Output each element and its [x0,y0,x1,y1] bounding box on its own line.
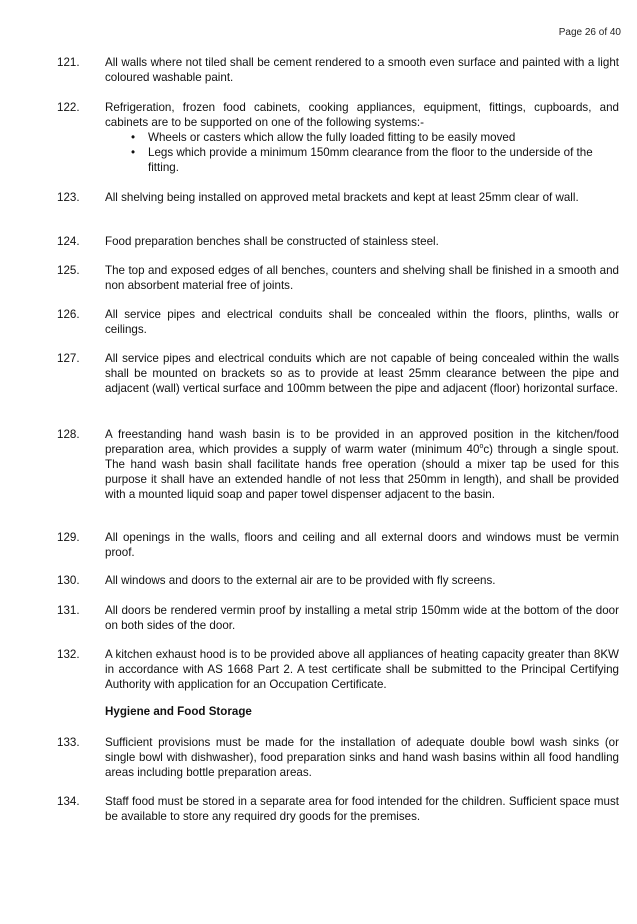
clause-number: 133. [57,736,80,749]
clause-text: A freestanding hand wash basin is to be provided in an approved position in the kitchen/food preparation area, which provides a supply of warm water (minimum 40$^o$c) through a single spout. The hand wash basin shall facilitate hands free operation (should a mixer tap be used for this purpose it shall have an extended handle of not less that 250mm in length), and shall be provided with a mounted liquid soap and paper towel dispenser adjacent to the basin. [105,428,620,501]
clause-text: All openings in the walls, floors and ceiling and all external doors and windows must be vermin proof. [105,531,619,559]
clause-125 [57,263,619,293]
clause-text: Staff food must be stored in a separate area for food intended for the children. Sufficient space must be available to store any required dry goods for the premises. [105,795,619,823]
clause-number: 125. [57,264,80,277]
section-heading: Hygiene and Food Storage [105,705,252,718]
clause-number: 127. [57,352,80,365]
clause-text: All windows and doors to the external air are to be provided with fly screens. [105,574,496,587]
clause-number: 128. [57,428,80,441]
bullet-item: • Legs which provide a minimum 150mm clearance from the floor to the underside of the fitting. [131,146,593,174]
clause-text: All service pipes and electrical conduits which are not capable of being concealed within the walls shall be mounted on brackets so as to provide at least 25mm clearance between the pipe and adjacent (wall) vertical surface and 100mm between the pipe and adjacent (floor) horizontal surface. [105,352,619,395]
clause-127 [57,351,619,396]
page-number: Page 26 of 40 [558,27,621,38]
clause-number: 123. [57,191,80,204]
clause-number: 126. [57,308,80,321]
clause-number: 131. [57,604,80,617]
bullet-icon: • [131,131,136,144]
clause-text: All walls where not tiled shall be cement rendered to a smooth even surface and painted with a light coloured washable paint. [105,56,619,84]
clause-128 [57,427,619,502]
clause-131 [57,603,619,633]
clause-text: Food preparation benches shall be constructed of stainless steel. [105,235,439,248]
clause-text: All shelving being installed on approved metal brackets and kept at least 25mm clear of wall. [105,191,579,204]
clause-number: 134. [57,795,80,808]
clause-text: The top and exposed edges of all benches, counters and shelving shall be finished in a smooth and non absorbent material free of joints. [105,264,619,292]
clause-text: All doors be rendered vermin proof by installing a metal strip 150mm wide at the bottom of the door on both sides of the door. [105,604,619,632]
clause-number: 130. [57,574,80,587]
clause-124 [57,234,619,249]
clause-122 [57,100,619,175]
clause-132 [57,647,619,692]
clause-text: Refrigeration, frozen food cabinets, cooking appliances, equipment, fittings, cupboards, and cabinets are to be supported on one of the following systems:- [105,101,619,129]
clause-133 [57,735,619,780]
clause-number: 132. [57,648,80,661]
clause-126 [57,307,619,337]
bullet-list [105,130,619,175]
bullet-item: • Wheels or casters which allow the fully loaded fitting to be easily moved [131,131,516,144]
clause-134 [57,794,619,824]
clause-121 [57,55,619,85]
clause-123 [57,190,619,205]
clause-text: All service pipes and electrical conduits shall be concealed within the floors, plinths, walls or ceilings. [105,308,619,336]
clause-text: A kitchen exhaust hood is to be provided above all appliances of heating capacity greater than 8KW in accordance with AS 1668 Part 2. A test certificate shall be submitted to the Principal Certifying Authority with application for an Occupation Certificate. [105,648,619,691]
bullet-icon: • [131,146,136,159]
clause-number: 124. [57,235,80,248]
clause-number: 129. [57,531,80,544]
clause-129 [57,530,619,560]
clause-number: 122. [57,101,80,114]
clause-number: 121. [57,56,80,69]
clause-130 [57,573,619,588]
clause-text: Sufficient provisions must be made for the installation of adequate double bowl wash sinks (or single bowl with dishwasher), food preparation sinks and hand wash basins within all food handling areas including bottle preparation areas. [105,736,619,779]
